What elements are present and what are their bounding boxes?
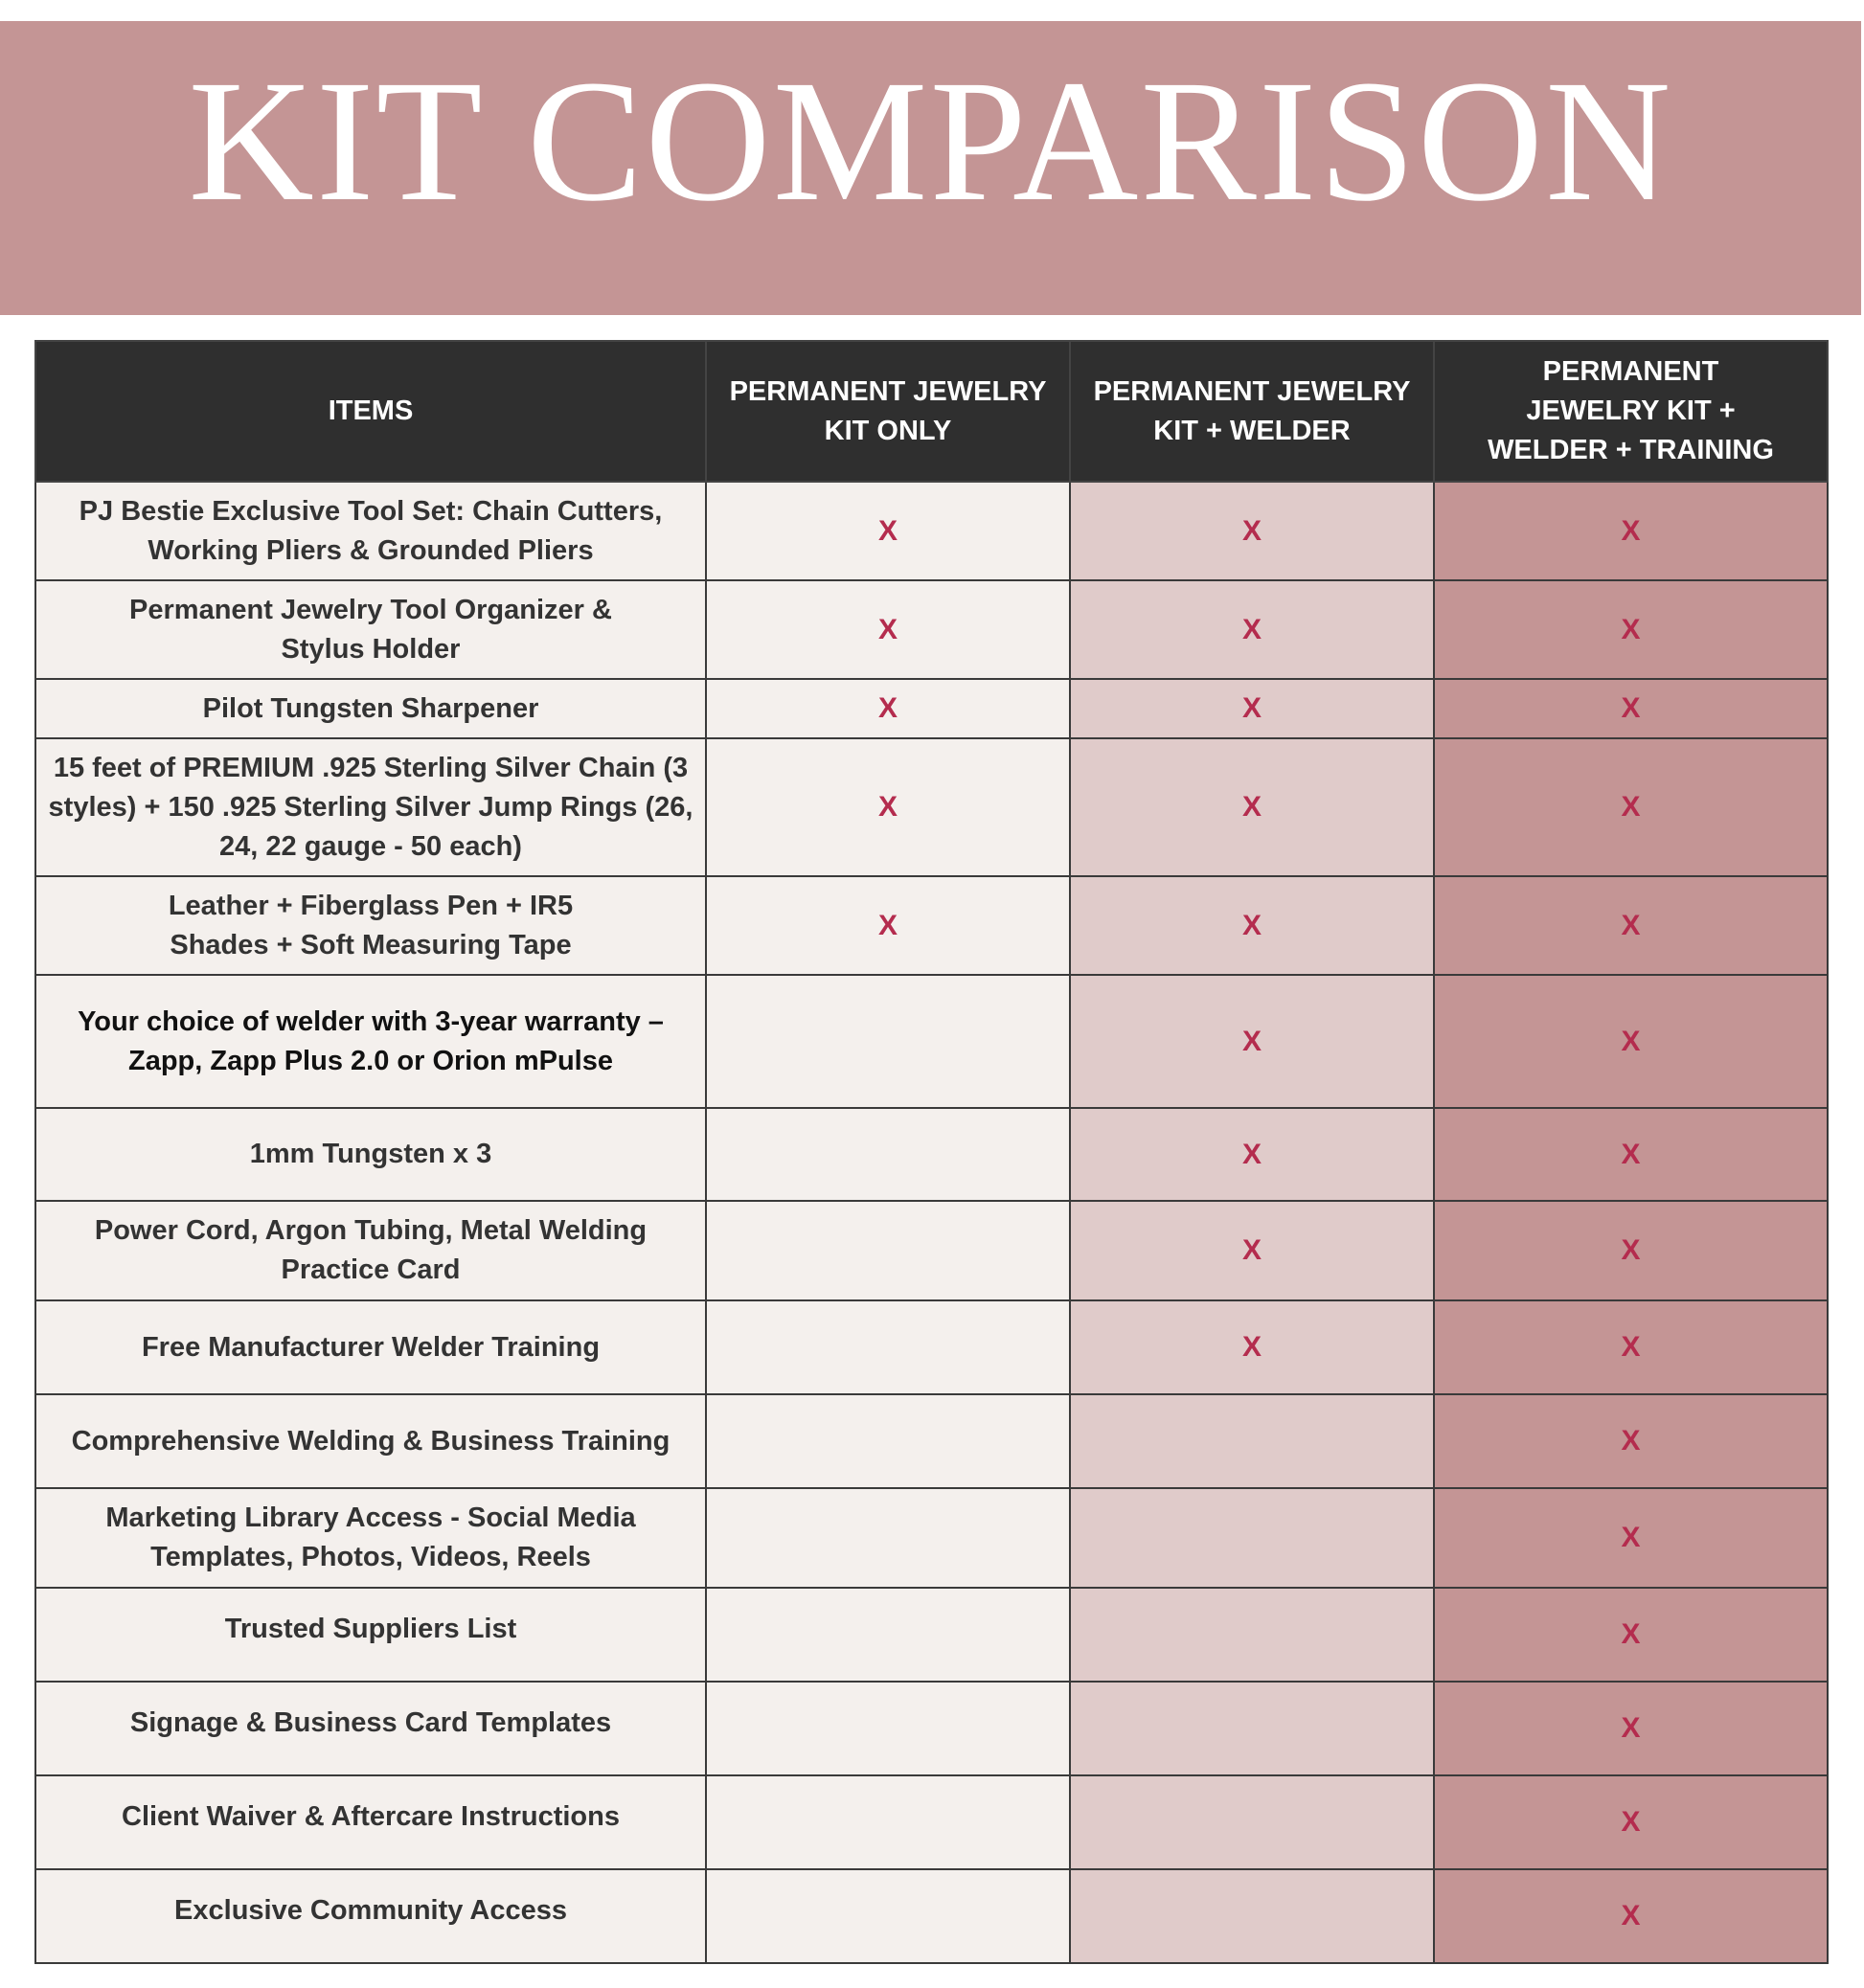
included-mark: X (1241, 1331, 1262, 1363)
item-name: Pilot Tungsten Sharpener (35, 679, 706, 738)
kit-only-cell (706, 1588, 1070, 1682)
item-name (35, 1869, 706, 1963)
kit-welder-training-cell (1434, 876, 1828, 975)
included-mark: X (1621, 514, 1641, 547)
kit-welder-training-cell (1434, 1108, 1828, 1201)
kit-welder-cell (1070, 482, 1434, 580)
table-row (35, 1588, 1828, 1682)
kit-welder-cell (1070, 738, 1434, 876)
included-mark: X (1621, 1618, 1641, 1650)
item-name (35, 1775, 706, 1869)
item-name: Marketing Library Access - Social Media Templates, Photos, Videos, Reels (35, 1488, 706, 1588)
page-title: KIT COMPARISON (188, 45, 1673, 237)
item-name-text: Exclusive Community Access (174, 1894, 567, 1926)
table-row (35, 482, 1828, 580)
included-mark: X (1621, 1806, 1641, 1838)
comparison-table (34, 340, 1829, 1964)
kit-only-cell (706, 738, 1070, 876)
kit-only-cell (706, 1108, 1070, 1201)
kit-welder-cell (1070, 1682, 1434, 1775)
table-row (35, 1488, 1828, 1588)
item-name: Leather + Fiberglass Pen + IR5 Shades + Soft Measuring Tape (35, 876, 706, 975)
item-name: Power Cord, Argon Tubing, Metal Welding Practice Card (35, 1201, 706, 1300)
included-mark: X (1621, 909, 1641, 941)
kit-welder-training-cell (1434, 1488, 1828, 1588)
kit-welder-cell (1070, 1488, 1434, 1588)
table-row (35, 1869, 1828, 1963)
item-name: Free Manufacturer Welder Training (35, 1300, 706, 1394)
included-mark: X (1621, 1331, 1641, 1363)
included-mark: X (1621, 1712, 1641, 1744)
included-mark: X (1621, 1425, 1641, 1457)
column-header-kit-welder (1070, 341, 1434, 482)
kit-welder-training-cell (1434, 1201, 1828, 1300)
item-name-text: Client Waiver & Aftercare Instructions (122, 1800, 620, 1832)
included-mark: X (1241, 909, 1262, 941)
table-row (35, 1108, 1828, 1201)
kit-only-cell (706, 1394, 1070, 1488)
included-mark: X (877, 514, 898, 547)
column-header-kit-welder-label: PERMANENT JEWELRY KIT + WELDER (1093, 375, 1411, 446)
included-mark: X (1241, 692, 1262, 724)
kit-welder-training-cell (1434, 1588, 1828, 1682)
table-row (35, 876, 1828, 975)
kit-welder-cell (1070, 1775, 1434, 1869)
kit-welder-cell (1070, 679, 1434, 738)
kit-only-cell (706, 580, 1070, 679)
table-row (35, 1300, 1828, 1394)
included-mark: X (877, 692, 898, 724)
item-name: Permanent Jewelry Tool Organizer & Stylus Holder (35, 580, 706, 679)
table-row (35, 1682, 1828, 1775)
kit-only-cell (706, 1869, 1070, 1963)
included-mark: X (1241, 613, 1262, 645)
included-mark: X (1241, 1025, 1262, 1057)
table-row (35, 1394, 1828, 1488)
included-mark: X (1241, 1138, 1262, 1170)
header-row (35, 341, 1828, 482)
included-mark: X (877, 909, 898, 941)
kit-only-cell (706, 876, 1070, 975)
item-name: Comprehensive Welding & Business Training (35, 1394, 706, 1488)
kit-welder-training-cell (1434, 1394, 1828, 1488)
included-mark: X (1621, 1138, 1641, 1170)
kit-welder-training-cell (1434, 1869, 1828, 1963)
included-mark: X (1621, 692, 1641, 724)
item-name (35, 1682, 706, 1775)
kit-welder-cell (1070, 580, 1434, 679)
kit-welder-cell (1070, 1108, 1434, 1201)
item-name: 15 feet of PREMIUM .925 Sterling Silver Chain (3 styles) + 150 .925 Sterling Silver Jump Rings (26, 24, 22 gauge - 50 each) (35, 738, 706, 876)
title-banner (0, 21, 1861, 315)
included-mark: X (1241, 791, 1262, 823)
item-name-text: Trusted Suppliers List (224, 1613, 517, 1644)
kit-welder-training-cell (1434, 1682, 1828, 1775)
kit-only-cell (706, 1775, 1070, 1869)
included-mark: X (877, 613, 898, 645)
kit-only-cell (706, 679, 1070, 738)
kit-welder-cell (1070, 1201, 1434, 1300)
included-mark: X (1621, 1522, 1641, 1553)
included-mark: X (1621, 1900, 1641, 1932)
column-header-items: ITEMS (35, 341, 706, 482)
item-name (35, 1588, 706, 1682)
table-row (35, 738, 1828, 876)
included-mark: X (1241, 514, 1262, 547)
table-row (35, 1201, 1828, 1300)
table-row (35, 679, 1828, 738)
kit-welder-cell (1070, 876, 1434, 975)
kit-only-cell (706, 975, 1070, 1108)
kit-welder-cell (1070, 1300, 1434, 1394)
column-header-kit-welder-training-label: PERMANENT JEWELRY KIT + WELDER + TRAINING (1488, 356, 1774, 465)
column-header-kit-only-label: PERMANENT JEWELRY KIT ONLY (729, 375, 1047, 446)
included-mark: X (1621, 613, 1641, 645)
included-mark: X (1621, 791, 1641, 823)
table-row (35, 580, 1828, 679)
column-header-kit-only (706, 341, 1070, 482)
kit-welder-cell (1070, 1394, 1434, 1488)
kit-welder-cell (1070, 1588, 1434, 1682)
kit-welder-training-cell (1434, 482, 1828, 580)
kit-welder-cell (1070, 975, 1434, 1108)
column-header-kit-welder-training (1434, 341, 1828, 482)
included-mark: X (1621, 1234, 1641, 1266)
kit-welder-training-cell (1434, 975, 1828, 1108)
item-name: PJ Bestie Exclusive Tool Set: Chain Cutters, Working Pliers & Grounded Pliers (35, 482, 706, 580)
item-name: Your choice of welder with 3-year warranty – Zapp, Zapp Plus 2.0 or Orion mPulse (35, 975, 706, 1108)
kit-welder-training-cell (1434, 1300, 1828, 1394)
kit-welder-training-cell (1434, 580, 1828, 679)
kit-only-cell (706, 1488, 1070, 1588)
kit-welder-training-cell (1434, 679, 1828, 738)
kit-welder-cell (1070, 1869, 1434, 1963)
included-mark: X (1241, 1234, 1262, 1266)
kit-only-cell (706, 1300, 1070, 1394)
kit-only-cell (706, 1682, 1070, 1775)
kit-welder-training-cell (1434, 738, 1828, 876)
included-mark: X (877, 791, 898, 823)
item-name-text: Signage & Business Card Templates (129, 1706, 612, 1738)
kit-only-cell (706, 482, 1070, 580)
kit-welder-training-cell (1434, 1775, 1828, 1869)
table-row (35, 1775, 1828, 1869)
kit-only-cell (706, 1201, 1070, 1300)
table-row (35, 975, 1828, 1108)
item-name: 1mm Tungsten x 3 (35, 1108, 706, 1201)
included-mark: X (1621, 1025, 1641, 1057)
